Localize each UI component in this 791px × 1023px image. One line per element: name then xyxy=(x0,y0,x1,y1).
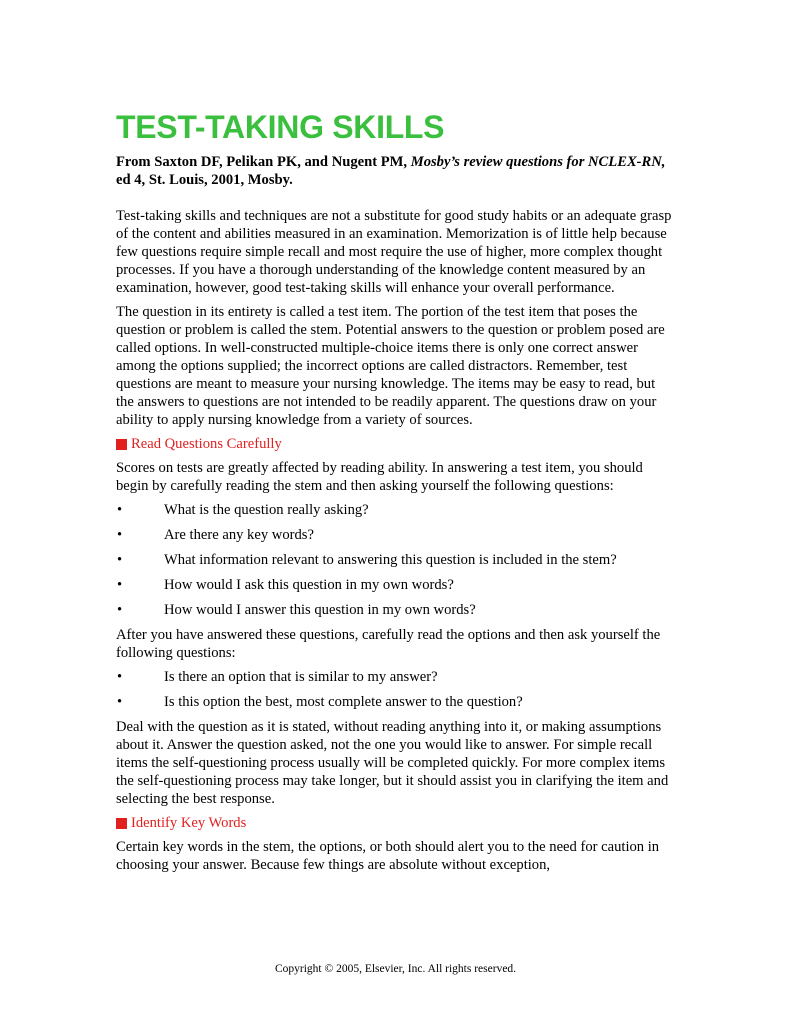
section-heading-label: Read Questions Carefully xyxy=(131,436,282,452)
bullet-icon: • xyxy=(117,577,123,593)
list-item-text: Is there an option that is similar to my answer? xyxy=(164,669,438,685)
list-item-text: Are there any key words? xyxy=(164,527,314,543)
bullet-icon: • xyxy=(117,694,123,710)
section1-paragraph-1: Scores on tests are greatly affected by reading ability. In answering a test item, you should begin by carefully reading the stem and then asking yourself the following questions: xyxy=(116,460,643,494)
list-item-text: Is this option the best, most complete answer to the question? xyxy=(164,694,523,710)
bullet-icon: • xyxy=(117,527,123,543)
list-item xyxy=(116,668,676,686)
copyright-footer: Copyright © 2005, Elsevier, Inc. All rights reserved. xyxy=(274,963,517,975)
citation-prefix: From Saxton DF, Pelikan PK, and Nugent PM, xyxy=(116,154,411,170)
citation-suffix: ed 4, St. Louis, 2001, Mosby. xyxy=(116,172,293,188)
list-item xyxy=(116,693,676,711)
section1-paragraph-3: Deal with the question as it is stated, without reading anything into it, or making assumptions about it. Answer the question asked, not the one you would like to answer. For simple recall items the self-questioning process usually will be completed quickly. For more complex items the self-questioning process may take longer, but it should assist you in clarifying the item and selecting the best response. xyxy=(116,719,669,807)
section-heading-read-questions xyxy=(116,435,676,453)
section-heading-identify-key-words xyxy=(116,814,676,832)
list-item-text: What information relevant to answering this question is included in the stem? xyxy=(164,552,617,568)
list-item xyxy=(116,601,676,619)
bullet-list-stem-questions xyxy=(116,501,676,619)
section2-paragraph-1: Certain key words in the stem, the options, or both should alert you to the need for caution in choosing your answer. Because few things are absolute without exception, xyxy=(116,839,660,873)
square-bullet-icon xyxy=(116,818,127,829)
section-heading-label: Identify Key Words xyxy=(131,815,247,831)
citation-book-title: Mosby’s review questions for NCLEX-RN, xyxy=(410,154,666,170)
bullet-icon: • xyxy=(117,602,123,618)
list-item-text: How would I answer this question in my own words? xyxy=(164,602,476,618)
document-title: TEST-TAKING SKILLS xyxy=(116,109,445,145)
bullet-icon: • xyxy=(117,502,123,518)
list-item xyxy=(116,501,676,519)
square-bullet-icon xyxy=(116,439,127,450)
bullet-list-option-questions xyxy=(116,668,676,711)
list-item xyxy=(116,526,676,544)
section1-paragraph-2: After you have answered these questions, carefully read the options and then ask yourself the following questions: xyxy=(116,627,661,661)
citation xyxy=(116,153,676,189)
list-item xyxy=(116,551,676,569)
list-item xyxy=(116,576,676,594)
intro-paragraph-2: The question in its entirety is called a test item. The portion of the test item that poses the question or problem is called the stem. Potential answers to the question or problem posed are called options. In well-constructed multiple-choice items there is only one correct answer among the options supplied; the incorrect options are called distractors. Remember, test questions are meant to measure your nursing knowledge. The items may be easy to read, but the answers to questions are not intended to be readily apparent. The questions draw on your ability to apply nursing knowledge from a variety of sources. xyxy=(116,304,665,428)
list-item-text: What is the question really asking? xyxy=(164,502,369,518)
list-item-text: How would I ask this question in my own words? xyxy=(164,577,454,593)
document-content xyxy=(116,108,676,880)
intro-paragraph-1: Test-taking skills and techniques are not a substitute for good study habits or an adequate grasp of the content and abilities measured in an examination. Memorization is of little help because few questions require simple recall and most require the use of higher, more complex thought processes. If you have a thorough understanding of the knowledge content measured by an examination, however, good test-taking skills will enhance your overall performance. xyxy=(116,208,672,296)
bullet-icon: • xyxy=(117,552,123,568)
bullet-icon: • xyxy=(117,669,123,685)
